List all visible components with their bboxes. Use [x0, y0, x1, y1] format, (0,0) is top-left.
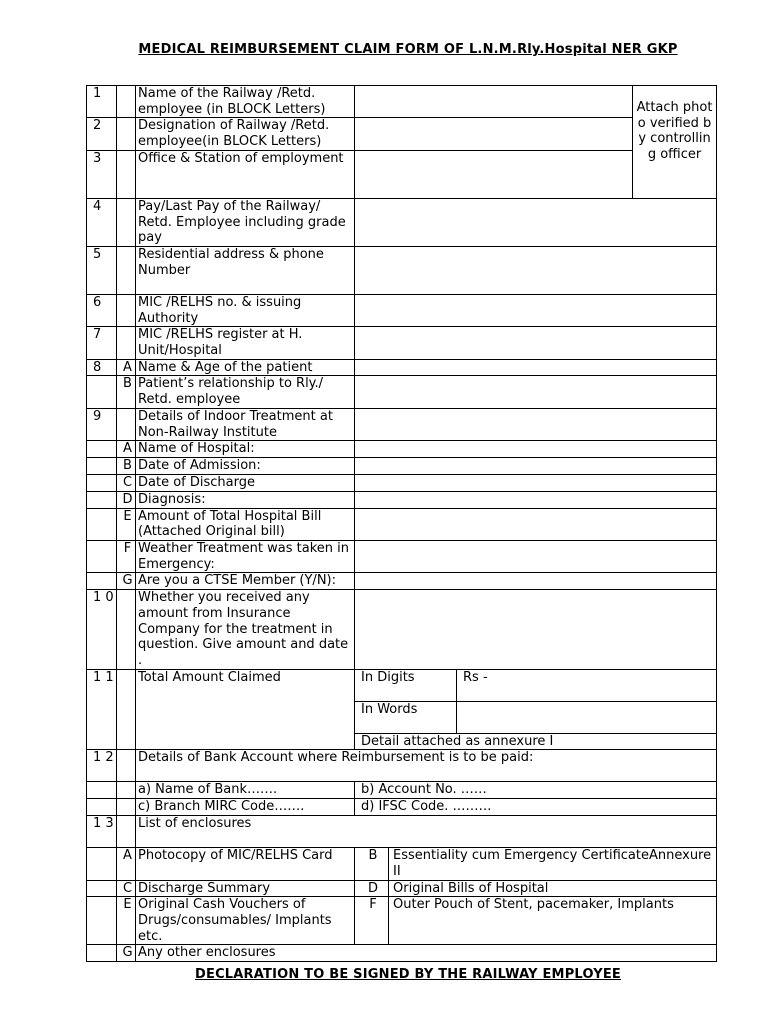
enclosure-row: [87, 848, 717, 880]
row-label: Details of Indoor Treatment at Non-Railway Institute: [136, 408, 355, 440]
row-9e: [87, 508, 717, 540]
row-label: Weather Treatment was taken in Emergency:: [136, 541, 355, 573]
enclosure-item: Original Bills of Hospital: [389, 880, 717, 897]
row-10: [87, 590, 717, 670]
row-label: Office & Station of employment: [136, 150, 355, 198]
admission-date-field[interactable]: [355, 458, 717, 475]
sub-letter: D: [117, 491, 136, 508]
bank-name-field[interactable]: a) Name of Bank…….: [136, 782, 355, 799]
row-number: 4: [87, 198, 117, 246]
emergency-field[interactable]: [355, 541, 717, 573]
row-1: [87, 86, 717, 118]
row-number: 1: [87, 86, 117, 118]
branch-code-field[interactable]: c) Branch MIRC Code…….: [136, 799, 355, 816]
sub-letter: D: [355, 880, 389, 897]
row-label: Are you a CTSE Member (Y/N):: [136, 573, 355, 590]
hospital-name-field[interactable]: [355, 441, 717, 458]
sub-letter: F: [117, 541, 136, 573]
mic-relhs-no-field[interactable]: [355, 294, 717, 326]
amount-words-field[interactable]: [457, 701, 717, 733]
row-label: Amount of Total Hospital Bill (Attached Original bill): [136, 508, 355, 540]
row-number: 5: [87, 246, 117, 294]
sub-letter: C: [117, 880, 136, 897]
enclosure-row: [87, 945, 717, 962]
row-label: Pay/Last Pay of the Railway/ Retd. Employee including grade pay: [136, 198, 355, 246]
sub-letter: E: [117, 508, 136, 540]
row-4: [87, 198, 717, 246]
row-3: [87, 150, 717, 198]
row-label: Patient’s relationship to Rly./ Retd. employee: [136, 376, 355, 408]
enclosure-item: Photocopy of MIC/RELHS Card: [136, 848, 355, 880]
ctse-member-field[interactable]: [355, 573, 717, 590]
sub-letter: C: [117, 474, 136, 491]
sub-letter: G: [117, 945, 136, 962]
enclosure-item: Essentiality cum Emergency CertificateAnnexure II: [389, 848, 717, 880]
row-12-bank: [87, 782, 717, 799]
employee-name-field[interactable]: [355, 86, 633, 118]
row-number: 7: [87, 327, 117, 359]
diagnosis-field[interactable]: [355, 491, 717, 508]
photo-box[interactable]: Attach photo verified by controlling officer: [633, 86, 717, 199]
sub-letter: A: [117, 848, 136, 880]
enclosure-item: Any other enclosures: [136, 945, 717, 962]
row-9a: [87, 441, 717, 458]
row-label: Diagnosis:: [136, 491, 355, 508]
row-label: MIC /RELHS no. & issuing Authority: [136, 294, 355, 326]
row-label: Name & Age of the patient: [136, 359, 355, 376]
row-label: Designation of Railway /Retd. employee(in BLOCK Letters): [136, 118, 355, 150]
mic-register-field[interactable]: [355, 327, 717, 359]
hospital-bill-amount-field[interactable]: [355, 508, 717, 540]
row-number: 1 2: [87, 750, 117, 782]
office-station-field[interactable]: [355, 150, 633, 198]
enclosure-row: [87, 897, 717, 945]
row-label: Name of the Railway /Retd. employee (in BLOCK Letters): [136, 86, 355, 118]
row-number: 8: [87, 359, 117, 376]
designation-field[interactable]: [355, 118, 633, 150]
ifsc-code-field[interactable]: d) IFSC Code. ………: [355, 799, 717, 816]
sub-letter: B: [117, 458, 136, 475]
account-no-field[interactable]: b) Account No. ……: [355, 782, 717, 799]
row-7: [87, 327, 717, 359]
declaration-heading: DECLARATION TO BE SIGNED BY THE RAILWAY EMPLOYEE: [195, 967, 621, 982]
claim-form-table: [86, 85, 717, 962]
pay-field[interactable]: [355, 198, 717, 246]
row-2: [87, 118, 717, 150]
sub-letter: F: [355, 897, 389, 945]
row-label: Whether you received any amount from Insurance Company for the treatment in question. Give amount and date .: [136, 590, 355, 670]
row-number: 1 3: [87, 816, 117, 848]
row-8a: [87, 359, 717, 376]
sub-letter: B: [355, 848, 389, 880]
row-number: 2: [87, 118, 117, 150]
in-digits-label: In Digits: [355, 669, 457, 701]
address-phone-field[interactable]: [355, 246, 717, 294]
enclosure-row: [87, 880, 717, 897]
row-5: [87, 246, 717, 294]
rupees-label: Rs -: [463, 669, 488, 685]
enclosure-item: Discharge Summary: [136, 880, 355, 897]
row-9d: [87, 491, 717, 508]
sub-letter: G: [117, 573, 136, 590]
in-words-label: In Words: [355, 701, 457, 733]
row-9: [87, 408, 717, 440]
row-number: 1 1: [87, 669, 117, 750]
row-number: 9: [87, 408, 117, 440]
sub-letter: E: [117, 897, 136, 945]
enclosure-item: Original Cash Vouchers of Drugs/consumables/ Implants etc.: [136, 897, 355, 945]
row-13: [87, 816, 717, 848]
row-9g: [87, 573, 717, 590]
row-9f: [87, 541, 717, 573]
discharge-date-field[interactable]: [355, 474, 717, 491]
sub-letter: A: [117, 441, 136, 458]
row-label: Date of Admission:: [136, 458, 355, 475]
patient-relationship-field[interactable]: [355, 376, 717, 408]
row-11: [87, 669, 717, 701]
form-title: MEDICAL REIMBURSEMENT CLAIM FORM OF L.N.M.Rly.Hospital NER GKP: [138, 42, 678, 57]
row-9c: [87, 474, 717, 491]
row-label: List of enclosures: [136, 816, 717, 848]
row-number: 3: [87, 150, 117, 198]
annexure-note: Detail attached as annexure I: [355, 733, 717, 750]
enclosure-item: Outer Pouch of Stent, pacemaker, Implants: [389, 897, 717, 945]
row-12-branch: [87, 799, 717, 816]
patient-name-age-field[interactable]: [355, 359, 717, 376]
row-label: Date of Discharge: [136, 474, 355, 491]
row-label: Name of Hospital:: [136, 441, 355, 458]
amount-digits-field[interactable]: [457, 669, 717, 701]
row-number: 6: [87, 294, 117, 326]
row-number: 1 0: [87, 590, 117, 670]
row-6: [87, 294, 717, 326]
row-label: Residential address & phone Number: [136, 246, 355, 294]
row-8b: [87, 376, 717, 408]
row-label: Details of Bank Account where Reimbursement is to be paid:: [136, 750, 717, 782]
row-9b: [87, 458, 717, 475]
row-label: Total Amount Claimed: [136, 669, 355, 750]
sub-letter: B: [117, 376, 136, 408]
row-12: [87, 750, 717, 782]
row-label: MIC /RELHS register at H. Unit/Hospital: [136, 327, 355, 359]
insurance-amount-field[interactable]: [355, 590, 717, 670]
sub-letter: A: [117, 359, 136, 376]
